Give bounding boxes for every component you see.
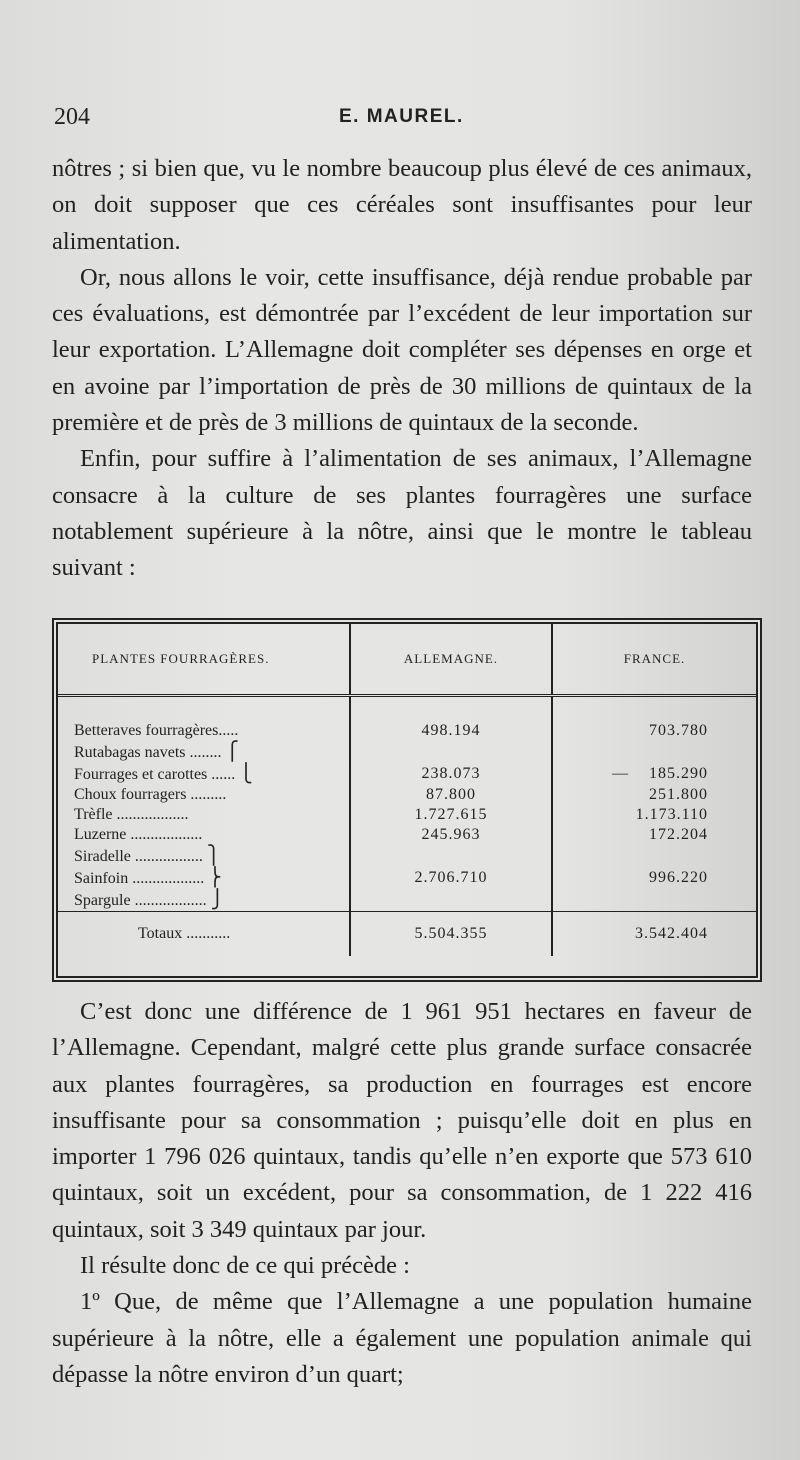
france-value <box>552 889 756 912</box>
brace-top: ⎧ <box>225 741 240 761</box>
france-value: — 185.290 <box>612 765 708 782</box>
table-row <box>58 805 756 825</box>
allemagne-value: 2.706.710 <box>350 867 552 889</box>
forage-table <box>56 622 758 978</box>
france-value: 172.204 <box>649 826 708 843</box>
plant-name: Sainfoin .................. ⎬ <box>74 867 222 887</box>
allemagne-value <box>350 889 552 912</box>
plant-name: Betteraves fourragères..... <box>74 722 239 739</box>
allemagne-value: 1.727.615 <box>350 805 552 825</box>
column-header-france: FRANCE. <box>552 624 756 696</box>
paragraph: C’est donc une différence de 1 961 951 hectares en faveur de l’Allemagne. Cependant, malgré cette plus grande surface consacrée aux plantes fourragères, sa production en fourrages est encore insuffisante pour sa consommation ; puisqu’elle doit en plus en importer 1 796 026 quintaux, tandis qu’elle n’en exporte que 573 610 quintaux, soit un excédent, pour sa consommation, de 1 222 416 quintaux, soit 3 349 quintaux par jour. <box>52 998 752 1243</box>
plant-name: Rutabagas navets ........ ⎧ <box>74 741 240 761</box>
table-row <box>58 785 756 805</box>
brace-middle: ⎬ <box>208 867 222 887</box>
brace-top: ⎫ <box>206 845 221 865</box>
total-france: 3.542.404 <box>552 912 756 957</box>
allemagne-value <box>350 741 552 763</box>
france-value <box>552 845 756 867</box>
body-text-top <box>52 151 752 587</box>
column-header-plants: PLANTES FOURRAGÈRES. <box>58 624 350 696</box>
brace-bottom: ⎭ <box>210 889 225 909</box>
table-row <box>58 889 756 912</box>
france-value <box>552 741 756 763</box>
table-row <box>58 825 756 845</box>
body-text-bottom <box>52 994 752 1393</box>
table-row <box>58 763 756 785</box>
plant-name: Fourrages et carottes ...... ⎩ <box>74 763 253 783</box>
table-row <box>58 741 756 763</box>
table-row <box>58 867 756 889</box>
paragraph: Enfin, pour suffire à l’alimentation de ses animaux, l’Allemagne consacre à la culture de ses plantes fourragères une surface notablement supérieure à la nôtre, ainsi que le montre le tableau suivant : <box>52 445 752 582</box>
plant-name: Siradelle ................. ⎫ <box>74 845 221 865</box>
total-label: Totaux ........... <box>58 912 350 957</box>
plant-name: Spargule .................. ⎭ <box>74 889 225 909</box>
total-row <box>58 912 756 957</box>
allemagne-value: 238.073 <box>350 763 552 785</box>
brace-bottom: ⎩ <box>239 763 253 783</box>
table-row <box>58 845 756 867</box>
france-value: 996.220 <box>649 869 708 886</box>
table-row <box>58 696 756 742</box>
dash-mark: — <box>612 765 629 782</box>
running-header <box>54 104 744 136</box>
allemagne-value: 498.194 <box>350 696 552 742</box>
plant-name: Luzerne .................. <box>74 826 203 843</box>
total-allemagne: 5.504.355 <box>350 912 552 957</box>
paragraph: Or, nous allons le voir, cette insuffisance, déjà rendue probable par ces évaluations, est démontrée par l’excédent de leur importation sur leur exportation. L’Allemagne doit compléter ses dépenses en orge et en avoine par l’importation de près de 30 millions de quintaux de la première et de près de 3 millions de quintaux de la seconde. <box>52 263 752 437</box>
france-value: 1.173.110 <box>635 806 708 823</box>
plant-name: Choux fourragers ......... <box>74 786 227 803</box>
allemagne-value: 87.800 <box>350 785 552 805</box>
page-number: 204 <box>54 104 90 130</box>
paragraph: nôtres ; si bien que, vu le nombre beaucoup plus élevé de ces animaux, on doit supposer que ces céréales sont insuffisantes pour leur alimentation. <box>52 155 752 255</box>
allemagne-value <box>350 845 552 867</box>
plant-name: Trèfle .................. <box>74 806 189 823</box>
france-value: 703.780 <box>649 722 708 739</box>
column-header-allemagne: ALLEMAGNE. <box>350 624 552 696</box>
running-title: E. MAUREL. <box>339 106 464 127</box>
france-value: 251.800 <box>649 786 708 803</box>
paragraph: 1º Que, de même que l’Allemagne a une population humaine supérieure à la nôtre, elle a également une population animale qui dépasse la nôtre environ d’un quart; <box>52 1288 752 1388</box>
paragraph: Il résulte donc de ce qui précède : <box>80 1252 410 1280</box>
allemagne-value: 245.963 <box>350 825 552 845</box>
